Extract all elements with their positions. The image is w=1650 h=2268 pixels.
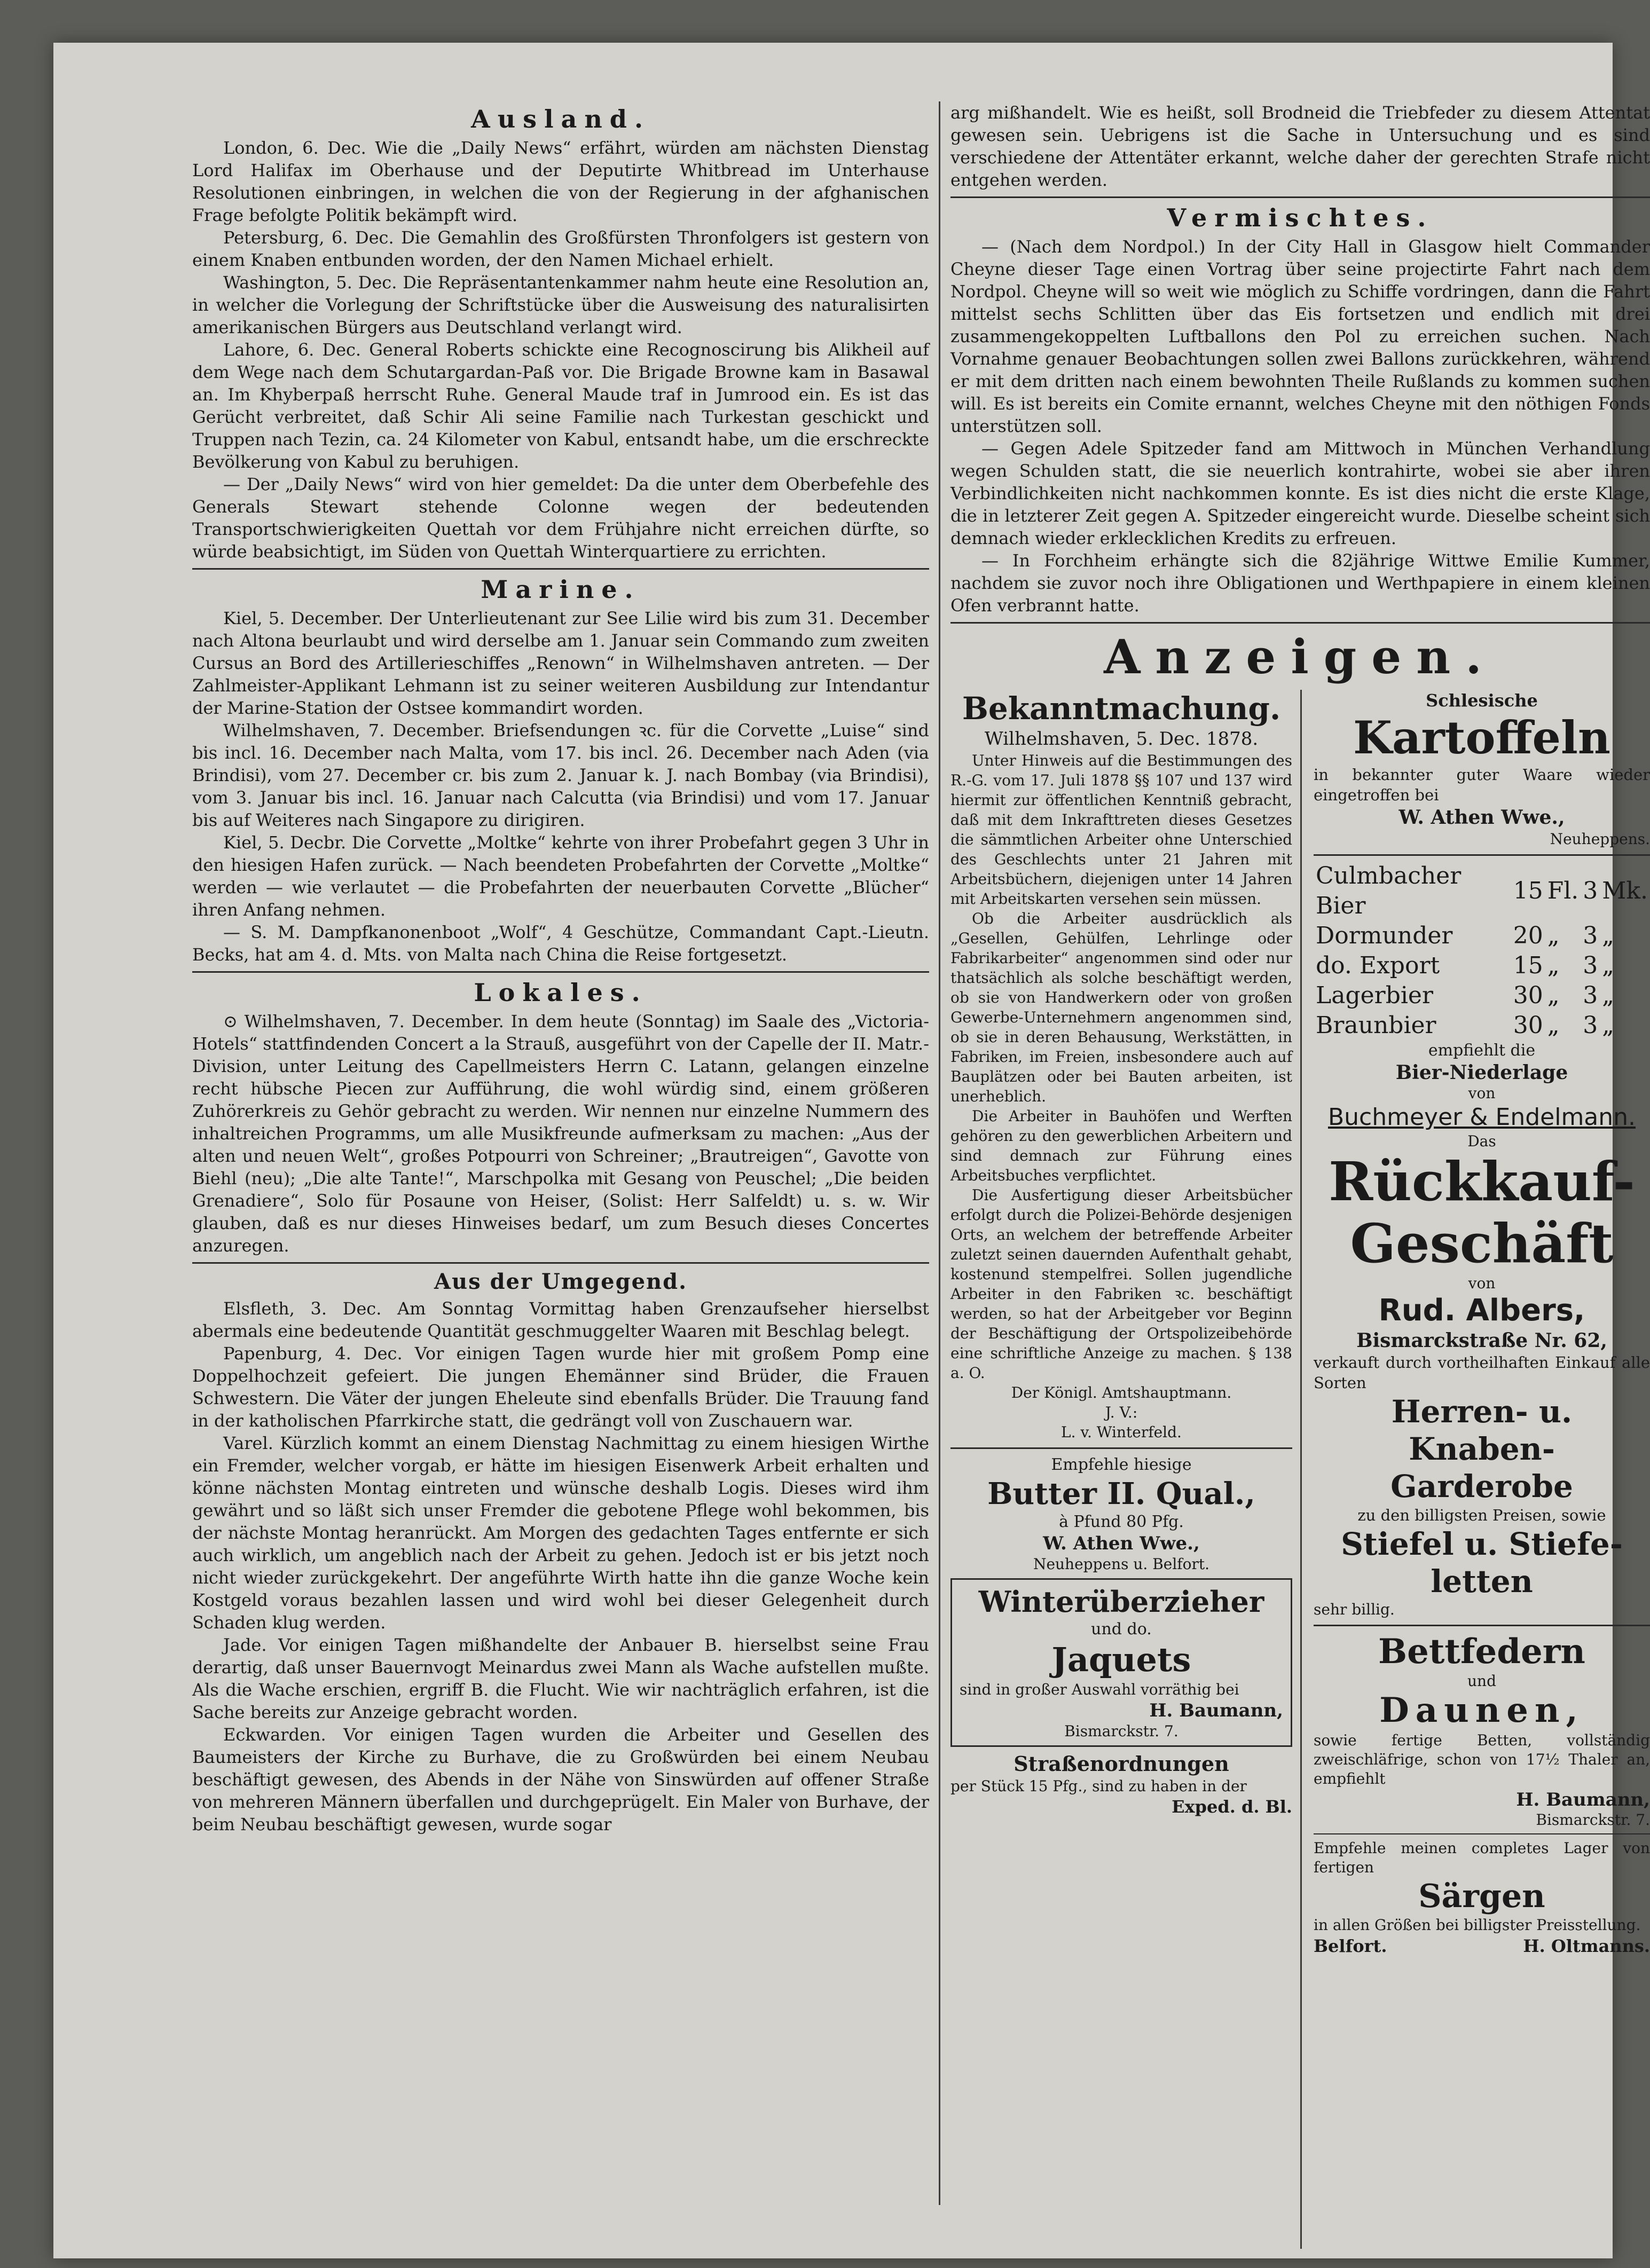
saerge-firm: H. Oltmanns.	[1523, 1936, 1650, 1956]
saerge-place: Belfort.	[1314, 1936, 1387, 1956]
bier-name: do. Export	[1316, 952, 1440, 979]
winter-title: Winterüberzieher	[978, 1585, 1264, 1619]
continuation-paragraph: arg mißhandelt. Wie es heißt, soll Brodneid die Triebfeder zu diesem Attentat gewesen sein. Uebrigens ist die Sache in Untersuchung und es sind verschiedene der Attentäter erkannt, welche daher der gerechten Strafe nicht entgehen werden.	[950, 103, 1650, 190]
ausland-paragraph: Washington, 5. Dec. Die Repräsentantenkammer nahm heute eine Resolution an, in welcher die Vorlegung der Schriftstücke über die Ausweisung des naturalisirten amerikanischen Bürgers aus Deutschland verlangt wird.	[192, 272, 929, 337]
winter-und: und do.	[1091, 1620, 1152, 1639]
rueckkauf-text: verkauft durch vortheilhaften Einkauf alle Sorten	[1314, 1353, 1650, 1392]
bier-qty: 15	[1513, 952, 1543, 979]
section-rule	[950, 622, 1650, 624]
section-rule	[192, 1262, 929, 1264]
section-rule	[192, 568, 929, 570]
saerge-text: Empfehle meinen completes Lager von fertigen	[1314, 1839, 1650, 1876]
bier-row	[1314, 981, 1650, 1011]
section-rule	[950, 196, 1650, 198]
marine-paragraph: — S. M. Dampfkanonenboot „Wolf“, 4 Geschütze, Commandant Capt.-Lieutn. Becks, hat am 4. d. Mts. von Malta nach China die Reise fortgesetzt.	[192, 922, 929, 965]
bier-row	[1314, 921, 1650, 951]
marine-paragraph: Kiel, 5. December. Der Unterlieutenant zur See Lilie wird bis zum 31. December nach Altona beurlaubt und wird derselbe am 1. Januar sein Commando zum zweiten Cursus an Bord des Artillerieschiffes „Renown“ in Wilhelmshaven antreten. — Der Zahlmeister-Applikant Lehmann ist zu seiner weiteren Ausbildung zur Intendantur der Marine-Station der Ostsee kommandirt worden.	[192, 608, 929, 718]
vermischtes-heading: Vermischtes.	[1167, 203, 1434, 232]
winter-ad-box	[950, 1578, 1292, 1747]
rueckkauf-preise: zu den billigsten Preisen, sowie	[1357, 1506, 1606, 1524]
bettfedern-daunen: Daunen,	[1379, 1690, 1584, 1730]
saerge-footer	[1314, 1935, 1650, 1957]
rueckkauf-title: Geschäft	[1350, 1212, 1614, 1275]
bier-name: Culmbacher Bier	[1316, 862, 1462, 919]
right-column	[950, 101, 1650, 2249]
bier-unit: „	[1547, 982, 1560, 1009]
bettfedern-und: und	[1467, 1672, 1496, 1690]
bier-currency: „	[1602, 982, 1615, 1009]
vermischtes-paragraph: — (Nach dem Nordpol.) In der City Hall in Glasgow hielt Commander Cheyne dieser Tage einen Vortrag über seine projectirte Fahrt nach dem Nordpol. Cheyne will so weit wie möglich zu Schiffe vordringen, dann die Fahrt mittelst sechs Schlitten über das Eis fortsetzen und endlich mit drei zusammengekoppelten Luftballons den Pol zu erreichen suchen. Nach Vornahme genauer Beobachtungen sollen zwei Ballons zurückkehren, während er mit dem dritten nach einem bewohnten Theile Rußlands zu kommen suchen will. Es ist bereits ein Comite ernannt, welches Cheyne mit den nöthigen Fonds unterstützen soll.	[950, 237, 1650, 436]
bier-qty: 30	[1513, 1012, 1543, 1039]
bier-row	[1314, 951, 1650, 981]
marine-paragraph: Wilhelmshaven, 7. December. Briefsendungen ꝛc. für die Corvette „Luise“ sind bis incl. 16. December nach Malta, vom 17. bis incl. 26. December nach Aden (via Brindisi), vom 27. December cr. bis zum 2. Januar k. J. nach Bombay (via Brindisi), vom 3. Januar bis incl. 16. Januar nach Calcutta (via Brindisi) und vom 17. Januar bis auf Weiteres nach Singapore zu dirigiren.	[192, 720, 929, 830]
rueckkauf-title: Rückkauf-	[1329, 1150, 1635, 1213]
rueckkauf-von: von	[1468, 1274, 1496, 1292]
vermischtes-paragraph: — Gegen Adele Spitzeder fand am Mittwoch in München Verhandlung wegen Schulden statt, die sie neuerlich kontrahirte, wobei sie aber ihren Verbindlichkeiten nicht nachkommen konnte. Es ist dies nicht die erste Klage, die in letzterer Zeit gegen A. Spitzeder eingereicht wurde. Dieselbe scheint sich demnach wieder erklecklichen Kredits zu erfreuen.	[950, 438, 1650, 548]
bier-currency: Mk.	[1602, 877, 1648, 904]
bier-qty: 30	[1513, 982, 1543, 1009]
bier-row	[1314, 861, 1650, 921]
bier-name: Braunbier	[1316, 1012, 1436, 1039]
rueckkauf-billig: sehr billig.	[1314, 1601, 1395, 1618]
bier-price: 3	[1583, 877, 1598, 904]
kartoffeln-pre: Schlesische	[1426, 690, 1538, 711]
ausland-paragraph: Petersburg, 6. Dec. Die Gemahlin des Großfürsten Thronfolgers ist gestern von einem Knaben entbunden worden, der den Namen Michael erhielt.	[192, 227, 929, 270]
section-rule	[192, 971, 929, 973]
saerge-text2: in allen Größen bei billigster Preisstellung.	[1314, 1916, 1641, 1934]
newspaper-page	[53, 43, 1650, 2258]
rueckkauf-garderobe: Garderobe	[1390, 1468, 1573, 1505]
ad-rule	[1314, 854, 1650, 856]
bier-row	[1314, 1011, 1650, 1041]
bekanntmachung-title: Bekanntmachung.	[962, 690, 1281, 727]
marine-heading: Marine.	[481, 575, 641, 604]
bekanntmachung-signature: J. V.:	[1105, 1404, 1138, 1421]
bekanntmachung-signature: Der Königl. Amtshauptmann.	[1011, 1384, 1232, 1401]
bier-price: 3	[1583, 982, 1598, 1009]
bekanntmachung-paragraph: Ob die Arbeiter ausdrücklich als „Gesellen, Gehülfen, Lehrlinge oder Fabrikarbeiter“ angenommen sind oder nur thatsächlich als solche beschäftigt werden, ob sie von Handwerkern oder von großen Gewerbe-Unternehmern angenommen sind, ob sie in deren Behausung, Werkstätten, in Fabriken, im Freien, insbesondere auch auf Bauplätzen oder bei Bauten arbeiten, ist unerheblich.	[950, 910, 1292, 1105]
kartoffeln-firm: W. Athen Wwe.,	[1398, 806, 1565, 829]
bettfedern-addr: Bismarckstr. 7.	[1536, 1811, 1650, 1829]
ads-right	[1314, 690, 1650, 1957]
marine-paragraph: Kiel, 5. Decbr. Die Corvette „Moltke“ kehrte von ihrer Probefahrt gegen 3 Uhr in den hiesigen Hafen zurück. — Nach beendeten Probefahrten der Corvette „Moltke“ werden — wie verlautet — die Probefahrten der neuerbauten Corvette „Blücher“ ihren Anfang nehmen.	[192, 832, 929, 920]
bier-currency: „	[1602, 952, 1615, 979]
bier-table	[1314, 861, 1650, 1041]
bier-unit: „	[1547, 952, 1560, 979]
bier-unit: Fl.	[1547, 877, 1579, 904]
ad-rule	[950, 1447, 1292, 1449]
lokales-paragraph: ⊙ Wilhelmshaven, 7. December. In dem heute (Sonntag) im Saale des „Victoria-Hotels“ stattfindenden Concert a la Strauß, ausgeführt von der Capelle der II. Matr.-Division, unter Leitung des Capellmeisters Herrn C. Latann, gelangen einzelne recht hübsche Piecen zur Aufführung, die wohl würdig sind, einem größeren Zuhörerkreis zu Gehör gebracht zu werden. Wir nennen nur einzelne Nummern des inhaltreichen Programms, um alle Musikfreunde aufmerksam zu machen: „Aus der alten und neuen Welt“, großes Potpourri von Schreiner; „Brautreigen“, Gavotte von Biehl (neu); „Die alte Tante!“, Marschpolka mit Gesang von Peuschel; „Die beiden Grenadiere“, Solo für Posaune von Heiser, (Solist: Herr Salfeldt) u. s. w. Wir glauben, daß es nur dieses Hinweises bedarf, um zum Besuch dieses Concertes anzuregen.	[192, 1011, 929, 1256]
butter-title: Butter II. Qual.,	[987, 1476, 1255, 1511]
bier-currency: „	[1602, 922, 1615, 949]
ausland-paragraph: Lahore, 6. Dec. General Roberts schickte eine Recognoscirung bis Alikheil auf dem Wege nach dem Schutargardan-Paß vor. Die Brigade Browne kam in Basawal an. Im Khyberpaß herrscht Ruhe. General Maude traf in Jumrood ein. Es ist das Gerücht verbreitet, daß Schir Ali seine Familie nach Turkestan geschickt und Truppen nach Tezin, ca. 24 Kilometer von Kabul, entsandt habe, um die erschreckte Bevölkerung von Kabul zu beruhigen.	[192, 340, 929, 472]
bettfedern-text: sowie fertige Betten, vollständig zweischläfrige, schon von 17½ Thaler an, empfiehlt	[1314, 1731, 1650, 1787]
bekanntmachung-paragraph: Unter Hinweis auf die Bestimmungen des R.-G. vom 17. Juli 1878 §§ 107 und 137 wird hiermit zur öffentlichen Kenntniß gebracht, daß mit dem Inkrafttreten dieses Gesetzes die sämmtlichen Arbeiter ohne Unterschied des Geschlechts unter 21 Jahren mit Arbeitsbüchern, diejenigen unter 14 Jahren mit Arbeitskarten versehen sein müssen.	[950, 752, 1292, 908]
strassen-expd: Exped. d. Bl.	[1172, 1797, 1292, 1817]
umgegend-paragraph: Papenburg, 4. Dec. Vor einigen Tagen wurde hier mit großem Pomp eine Doppelhochzeit gefeiert. Die jungen Ehemänner sind Brüder, die Frauen Schwestern. Die Väter der jungen Eheleute sind ebenfalls Brüder. Die Trauung fand in der katholischen Pfarrkirche statt, die gedrängt voll von Zuschauern war.	[192, 1343, 929, 1431]
bier-price: 3	[1583, 1012, 1598, 1039]
ausland-heading: Ausland.	[471, 105, 650, 133]
winter-firm: H. Baumann,	[1149, 1700, 1283, 1721]
bier-qty: 20	[1513, 922, 1543, 949]
umgegend-paragraph: Elsfleth, 3. Dec. Am Sonntag Vormittag haben Grenzaufseher hierselbst abermals eine bedeutende Quantität geschmuggelter Waaren mit Beschlag belegt.	[192, 1298, 929, 1341]
rueckkauf-stiefel: Stiefel u. Stiefe-	[1341, 1526, 1623, 1562]
rueckkauf-name: Rud. Albers,	[1378, 1293, 1585, 1328]
ads-divider	[1300, 690, 1302, 2249]
bekanntmachung-signature: L. v. Winterfeld.	[1061, 1423, 1182, 1441]
kartoffeln-text: in bekannter guter Waare wieder eingetroffen bei	[1314, 766, 1650, 804]
winter-jaquets: Jaquets	[1051, 1640, 1191, 1679]
saerge-title: Särgen	[1418, 1878, 1545, 1915]
rueckkauf-das: Das	[1467, 1132, 1496, 1150]
lokales-heading: Lokales.	[474, 978, 648, 1007]
ausland-paragraph: — Der „Daily News“ wird von hier gemeldet: Da die unter dem Oberbefehle des Generals Stewart stehende Colonne wegen der bedeutenden Transportschwierigkeiten Quettah vor dem Frühjahre nicht erreichen dürfte, so würde beabsichtigt, im Süden von Quettah Winterquartiere zu errichten.	[192, 474, 929, 562]
bier-niederlage: Bier-Niederlage	[1395, 1061, 1568, 1084]
ads-area	[950, 690, 1650, 2249]
ad-rule	[1314, 1833, 1650, 1834]
left-column	[192, 101, 929, 1836]
strassen-line: per Stück 15 Pfg., sind zu haben in der	[950, 1777, 1247, 1795]
butter-place: Neuheppens u. Belfort.	[1033, 1555, 1210, 1573]
bier-unit: „	[1547, 922, 1560, 949]
umgegend-paragraph: Jade. Vor einigen Tagen mißhandelte der Anbauer B. hierselbst seine Frau derartig, daß unser Bauernvogt Meinardus zwei Mann als Wache aufstellen mußte. Als die Wache erschien, ergriff B. die Flucht. Wie wir nachträglich erfahren, ist die Sache bereits zur Anzeige gebracht worden.	[192, 1635, 929, 1722]
ausland-paragraph: London, 6. Dec. Wie die „Daily News“ erfährt, würden am nächsten Dienstag Lord Halifax im Oberhause und der Deputirte Whitbread im Unterhause Resolutionen einbringen, in welchen die von der Regierung in der afghanischen Frage befolgte Politik bekämpft wird.	[192, 138, 929, 225]
bettfedern-title: Bettfedern	[1378, 1632, 1585, 1672]
bettfedern-firm: H. Baumann,	[1516, 1789, 1650, 1810]
bekanntmachung-dateline: Wilhelmshaven, 5. Dec. 1878.	[984, 728, 1259, 750]
bier-von: von	[1468, 1084, 1496, 1102]
umgegend-paragraph: Eckwarden. Vor einigen Tagen wurden die Arbeiter und Gesellen des Baumeisters der Kirche zu Burhave, die zu Großwürden bei einem Neubau beschäftigt gewesen, des Abends in der Nähe von Sinswürden auf offener Straße von mehreren Männern überfallen und durchgeprügelt. Ein Maler von Burhave, der beim Neubau beschäftigt gewesen, wurde sogar	[192, 1724, 929, 1834]
bier-qty: 15	[1513, 877, 1543, 904]
anzeigen-heading: Anzeigen.	[1104, 629, 1497, 684]
rueckkauf-herren: Herren- u. Knaben-	[1391, 1393, 1573, 1467]
column-divider	[939, 101, 940, 2205]
winter-addr: Bismarckstr. 7.	[1064, 1722, 1178, 1740]
bier-empf: empfiehlt die	[1428, 1041, 1536, 1060]
ad-rule	[1314, 1625, 1650, 1626]
bier-name: Lagerbier	[1316, 982, 1433, 1009]
bekanntmachung-paragraph: Die Arbeiter in Bauhöfen und Werften gehören zu den gewerblichen Arbeitern und sind demnach zur Führung eines Arbeitsbuches verpflichtet.	[950, 1107, 1292, 1184]
rueckkauf-stiefel: letten	[1431, 1563, 1533, 1600]
vermischtes-paragraph: — In Forchheim erhängte sich die 82jährige Wittwe Emilie Kummer, nachdem sie zuvor noch ihre Obligationen und Werthpapiere in einem kleinen Ofen verbrannt hatte.	[950, 550, 1650, 616]
butter-firm: W. Athen Wwe.,	[1043, 1533, 1200, 1554]
bier-currency: „	[1602, 1012, 1615, 1039]
strassen-title: Straßenordnungen	[1013, 1752, 1229, 1776]
bier-firm: Buchmeyer & Endelmann.	[1327, 1104, 1636, 1131]
bier-name: Dormunder	[1316, 922, 1453, 949]
umgegend-heading: Aus der Umgegend.	[434, 1269, 687, 1294]
kartoffeln-title: Kartoffeln	[1353, 711, 1610, 764]
ads-left	[950, 690, 1292, 1817]
kartoffeln-place: Neuheppens.	[1550, 830, 1650, 848]
umgegend-paragraph: Varel. Kürzlich kommt an einem Dienstag Nachmittag zu einem hiesigen Wirthe ein Fremder, welcher vorgab, er hätte im hiesigen Eisenwerk Arbeit erhalten und könne nächsten Montag eintreten und wünsche deshalb Logis. Dieses wird ihm gewährt und so läßt sich unser Fremder die gebotene Pflege wohl bekommen, bis der nächste Montag heranrückt. Am Morgen des gedachten Tages entfernte er sich auch wirklich, um angeblich nach der Arbeit zu gehen. Jedoch ist er bis jetzt noch nicht wieder zurückgekehrt. Der angeführte Wirth hatte ihn die ganze Woche kein Kostgeld voraus bezahlen lassen und wird wohl bei dieser Gelegenheit durch Schaden klug werden.	[192, 1433, 929, 1633]
bier-price: 3	[1583, 922, 1598, 949]
bekanntmachung-paragraph: Die Ausfertigung dieser Arbeitsbücher erfolgt durch die Polizei-Behörde desjenigen Orts, an welchem der betreffende Arbeiter zuletzt seinen dauernden Aufenthalt gehabt, kostenund stempelfrei. Sollen jugendliche Arbeiter in den Fabriken ꝛc. beschäftigt werden, so hat der Arbeitgeber vor Beginn der Beschäftigung der Ortspolizeibehörde eine schriftliche Anzeige zu machen. § 138 a. O.	[950, 1186, 1292, 1382]
bier-unit: „	[1547, 1012, 1560, 1039]
bier-price: 3	[1583, 952, 1598, 979]
butter-price: à Pfund 80 Pfg.	[1059, 1513, 1184, 1531]
butter-intro: Empfehle hiesige	[1051, 1455, 1192, 1474]
winter-text: sind in großer Auswahl vorräthig bei	[960, 1681, 1239, 1698]
rueckkauf-addr: Bismarckstraße Nr. 62,	[1356, 1329, 1607, 1352]
